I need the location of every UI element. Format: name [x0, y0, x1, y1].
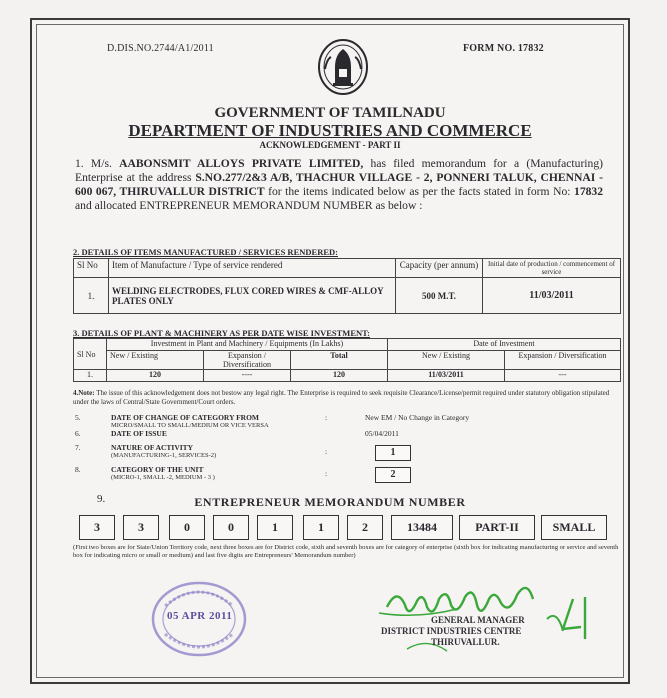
items-row-sl: 1.	[74, 278, 109, 314]
intro-text-3: for the items indicated below as per the facts stated in form No:	[268, 185, 571, 198]
intro-text-2: has filed memorandum for a (Manufacturing) Enterprise at the address	[75, 157, 603, 184]
row-8-label	[111, 465, 321, 481]
items-row-date: 11/03/2011	[483, 278, 621, 314]
row-7-sub: (MANUFACTURING-1, SERVICES-2)	[111, 452, 217, 459]
em-box-10: SMALL	[541, 515, 607, 540]
row-8-sub: (MICRO-1, SMALL -2, MEDIUM - 3 )	[111, 474, 215, 481]
items-header-item: Item of Manufacture / Type of service rendered	[109, 259, 396, 278]
investment-header-sl: Sl No	[74, 339, 107, 370]
investment-header-plant: Investment in Plant and Machinery / Equipments (In Lakhs)	[107, 339, 388, 351]
items-header-date: Initial date of production / commencement of service	[483, 259, 621, 278]
em-box-7: 2	[347, 515, 383, 540]
reference-number: D.DIS.NO.2744/A1/2011	[107, 43, 214, 54]
em-box-9: PART-II	[459, 515, 535, 540]
row-6-value: 05/04/2011	[365, 429, 399, 438]
investment-header-date: Date of Investment	[388, 339, 621, 351]
investment-header-new-existing: New / Existing	[388, 351, 505, 370]
row-7-label-text: NATURE OF ACTIVITY	[111, 443, 194, 452]
company-name: AABONSMIT ALLOYS PRIVATE LIMITED,	[119, 157, 364, 170]
items-row-capacity: 500 M.T.	[396, 278, 483, 314]
row-7-label	[111, 443, 321, 459]
acknowledgement-title: ACKNOWLEDGEMENT - PART II	[259, 140, 401, 150]
em-box-6: 1	[303, 515, 339, 540]
row-8-colon: :	[325, 469, 328, 478]
row-5-label	[111, 413, 321, 429]
note-label: 4.Note:	[73, 389, 95, 397]
row-8-number: 8.	[75, 465, 81, 474]
em-footnote: (First two boxes are for State/Union Territory code, next three boxes are for District code, sixth and seventh boxes are for category of enterprise (sixth box for indicating manufacturing or service and seventh box for indicating micro or small or medium) and last five digits are Entrepreneurs' Memorandum number)	[73, 544, 619, 559]
investment-row-new: 120	[107, 370, 204, 382]
investment-header-diversification: Expansion / Diversification	[505, 351, 621, 370]
signatory-block	[381, 615, 525, 648]
intro-text-4: and allocated ENTREPRENEUR MEMORANDUM NUMBER as below :	[75, 199, 423, 212]
investment-row-diversification: ---	[505, 370, 621, 382]
row-7-number: 7.	[75, 443, 81, 452]
investment-row-sl: 1.	[74, 370, 107, 382]
government-title: GOVERNMENT OF TAMILNADU	[214, 105, 446, 121]
investment-row-total: 120	[291, 370, 388, 382]
legal-note	[73, 389, 623, 407]
row-5-colon: :	[325, 413, 328, 422]
items-row-item: WELDING ELECTRODES, FLUX CORED WIRES & CMF-ALLOY PLATES ONLY	[109, 278, 396, 314]
investment-row-date: 11/03/2011	[388, 370, 505, 382]
row-date-of-issue	[75, 429, 595, 443]
intro-text-1: 1. M/s.	[75, 157, 112, 170]
items-header-capacity: Capacity (per annum)	[396, 259, 483, 278]
row-8-label-text: CATEGORY OF THE UNIT	[111, 465, 204, 474]
category-box: 2	[375, 467, 411, 483]
row-5-label-text: DATE OF CHANGE OF CATEGORY FROM	[111, 413, 259, 422]
seal-date: 05 APR 2011	[167, 610, 233, 622]
investment-table	[73, 338, 621, 382]
row-6-label: DATE OF ISSUE	[111, 429, 167, 438]
em-box-1: 3	[79, 515, 115, 540]
row-5-value: New EM / No Change in Category	[365, 413, 470, 422]
row-7-colon: :	[325, 447, 328, 456]
certificate-border	[30, 18, 630, 684]
items-header-sl: Sl No	[74, 259, 109, 278]
em-box-2: 3	[123, 515, 159, 540]
intro-paragraph	[75, 157, 603, 213]
em-box-8: 13484	[391, 515, 453, 540]
section-3-title: 3. DETAILS OF PLANT & MACHINERY AS PER DATE WISE INVESTMENT:	[73, 328, 371, 338]
row-5-sub: MICRO/SMALL TO SMALL/MEDIUM OR VICE VERSA	[111, 422, 269, 429]
intro-form-number: 17832	[574, 185, 603, 198]
investment-row-expansion: ----	[204, 370, 291, 382]
row-6-number: 6.	[75, 429, 81, 438]
tamilnadu-emblem-icon	[317, 39, 369, 97]
row-nature-of-activity	[75, 443, 595, 465]
items-table	[73, 258, 621, 314]
company-address: S.NO.277/2&3 A/B, THACHUR VILLAGE - 2, PONNERI TALUK, CHENNAI - 600 067, THIRUVALLUR DISTRICT	[75, 171, 603, 198]
em-box-5: 1	[257, 515, 293, 540]
em-box-4: 0	[213, 515, 249, 540]
certificate-inner-border	[36, 24, 624, 678]
note-text: The issue of this acknowledgement does not bestow any legal right. The Enterprise is required to seek requisite Clearance/License/permit required under statutory obligation stipulated under the laws of Central/State Government/Court orders.	[73, 389, 610, 406]
signatory-office: DISTRICT INDUSTRIES CENTRE	[381, 626, 522, 636]
em-section-number: 9.	[97, 493, 106, 505]
form-number: FORM NO. 17832	[463, 43, 544, 54]
em-title: ENTREPRENEUR MEMORANDUM NUMBER	[194, 495, 466, 509]
signatory-title: GENERAL MANAGER	[431, 615, 525, 625]
activity-box: 1	[375, 445, 411, 461]
investment-header-new: New / Existing	[107, 351, 204, 370]
row-5-number: 5.	[75, 413, 81, 422]
department-title: DEPARTMENT OF INDUSTRIES AND COMMERCE	[128, 121, 532, 140]
investment-header-expansion: Expansion / Diversification	[204, 351, 291, 370]
em-box-3: 0	[169, 515, 205, 540]
row-unit-category	[75, 465, 595, 487]
section-2-title: 2. DETAILS OF ITEMS MANUFACTURED / SERVICES RENDERED:	[73, 247, 338, 257]
investment-header-total: Total	[291, 351, 388, 370]
signatory-district: THIRUVALLUR.	[431, 637, 500, 647]
